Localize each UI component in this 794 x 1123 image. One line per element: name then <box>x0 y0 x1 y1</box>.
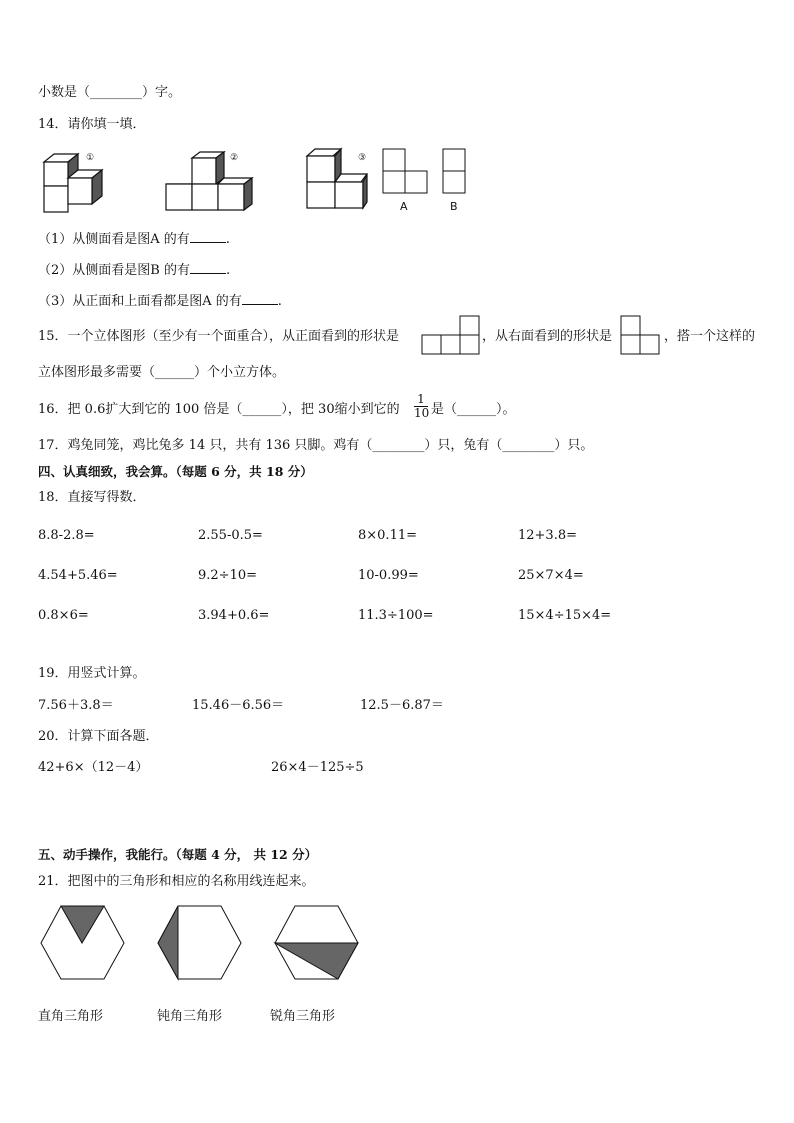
fraction-denominator: 10 <box>414 406 430 420</box>
cube-label-1: ① <box>86 153 95 163</box>
cube-label-3: ③ <box>358 153 367 163</box>
front-view-figure <box>421 315 481 355</box>
calc-item: 9.2÷10= <box>198 568 258 583</box>
q16-part2: 是（______）。 <box>431 402 516 417</box>
q18-title: 18．直接写得数． <box>38 490 146 505</box>
q14-sub3-text: （3）从正面和上面看都是图A 的有 <box>38 294 242 309</box>
cube-label-2: ② <box>230 153 239 163</box>
vertical-calc-item: 12.5－6.87＝ <box>360 698 444 713</box>
q15-part2: ，从右面看到的形状是 <box>482 329 613 344</box>
calc-item: 10-0.99= <box>358 568 419 583</box>
section-4-heading: 四、认真细致，我会算。（每题 6 分，共 18 分） <box>38 464 313 479</box>
view-a-label: A <box>400 200 408 213</box>
q16-part1: 16．把 0.6扩大到它的 100 倍是（______），把 30缩小到它的 <box>38 402 400 417</box>
calc-item: 8.8-2.8= <box>38 528 95 543</box>
fraction-one-tenth <box>414 393 428 420</box>
view-b-figure <box>442 148 468 196</box>
calc-item: 0.8×6= <box>38 608 89 623</box>
q15-line2: 立体图形最多需要（______）个小立方体。 <box>38 365 286 380</box>
vertical-calc-item: 7.56＋3.8＝ <box>38 698 114 713</box>
q15-part3: ，搭一个这样的 <box>664 329 756 344</box>
q15-part1: 15．一个立体图形（至少有一个面重合），从正面看到的形状是 <box>38 329 400 344</box>
q14-title: 14．请你填一填． <box>38 117 146 132</box>
fraction-numerator: 1 <box>414 393 428 407</box>
view-b-label: B <box>450 200 458 213</box>
right-view-figure <box>620 315 662 355</box>
q14-sub2 <box>38 261 230 279</box>
q20-title: 20．计算下面各题． <box>38 729 159 744</box>
calc-item: 15×4÷15×4= <box>518 608 612 623</box>
hexagon-triangle-1 <box>40 905 126 981</box>
dot: . <box>225 263 231 278</box>
q19-title: 19．用竖式计算。 <box>38 666 146 681</box>
calc-item: 8×0.11= <box>358 528 418 543</box>
hexagon-triangle-3 <box>274 905 360 981</box>
q14-sub2-text: （2）从侧面看是图B 的有 <box>38 263 190 278</box>
view-a-figure <box>382 148 432 196</box>
calc-item: 4.54+5.46= <box>38 568 118 583</box>
cube-figure-2 <box>162 150 262 218</box>
cube-figure-3 <box>305 146 385 214</box>
triangle-name-obtuse[interactable]: 钝角三角形 <box>157 1009 223 1024</box>
calc-item: 3.94+0.6= <box>198 608 270 623</box>
dot: . <box>277 294 282 309</box>
calc-item: 25×7×4= <box>518 568 584 583</box>
dot: . <box>225 232 230 247</box>
hexagon-triangle-2 <box>157 905 243 981</box>
triangle-name-right[interactable]: 直角三角形 <box>38 1009 104 1024</box>
answer-blank[interactable] <box>190 261 226 274</box>
calc-item: 2.55-0.5= <box>198 528 263 543</box>
calc-item: 11.3÷100= <box>358 608 434 623</box>
expression-item: 42+6×（12－4） <box>38 760 149 775</box>
q14-sub3 <box>38 292 282 310</box>
triangle-name-acute[interactable]: 锐角三角形 <box>270 1009 336 1024</box>
vertical-calc-item: 15.46－6.56＝ <box>192 698 285 713</box>
q17: 17．鸡兔同笼，鸡比兔多 14 只，共有 136 只脚。鸡有（________）只，兔有（________）只。 <box>38 438 594 453</box>
q21-title: 21．把图中的三角形和相应的名称用线连起来。 <box>38 874 315 889</box>
q13-tail: 小数是（________）字。 <box>38 85 182 100</box>
calc-item: 12+3.8= <box>518 528 578 543</box>
cube-figure-1 <box>40 150 130 218</box>
section-5-heading: 五、动手操作，我能行。（每题 4 分， 共 12 分） <box>38 847 318 862</box>
q14-sub1-text: （1）从侧面看是图A 的有 <box>38 232 190 247</box>
expression-item: 26×4－125÷5 <box>271 760 364 775</box>
answer-blank[interactable] <box>190 230 226 243</box>
answer-blank[interactable] <box>242 292 278 305</box>
q14-sub1 <box>38 230 230 248</box>
